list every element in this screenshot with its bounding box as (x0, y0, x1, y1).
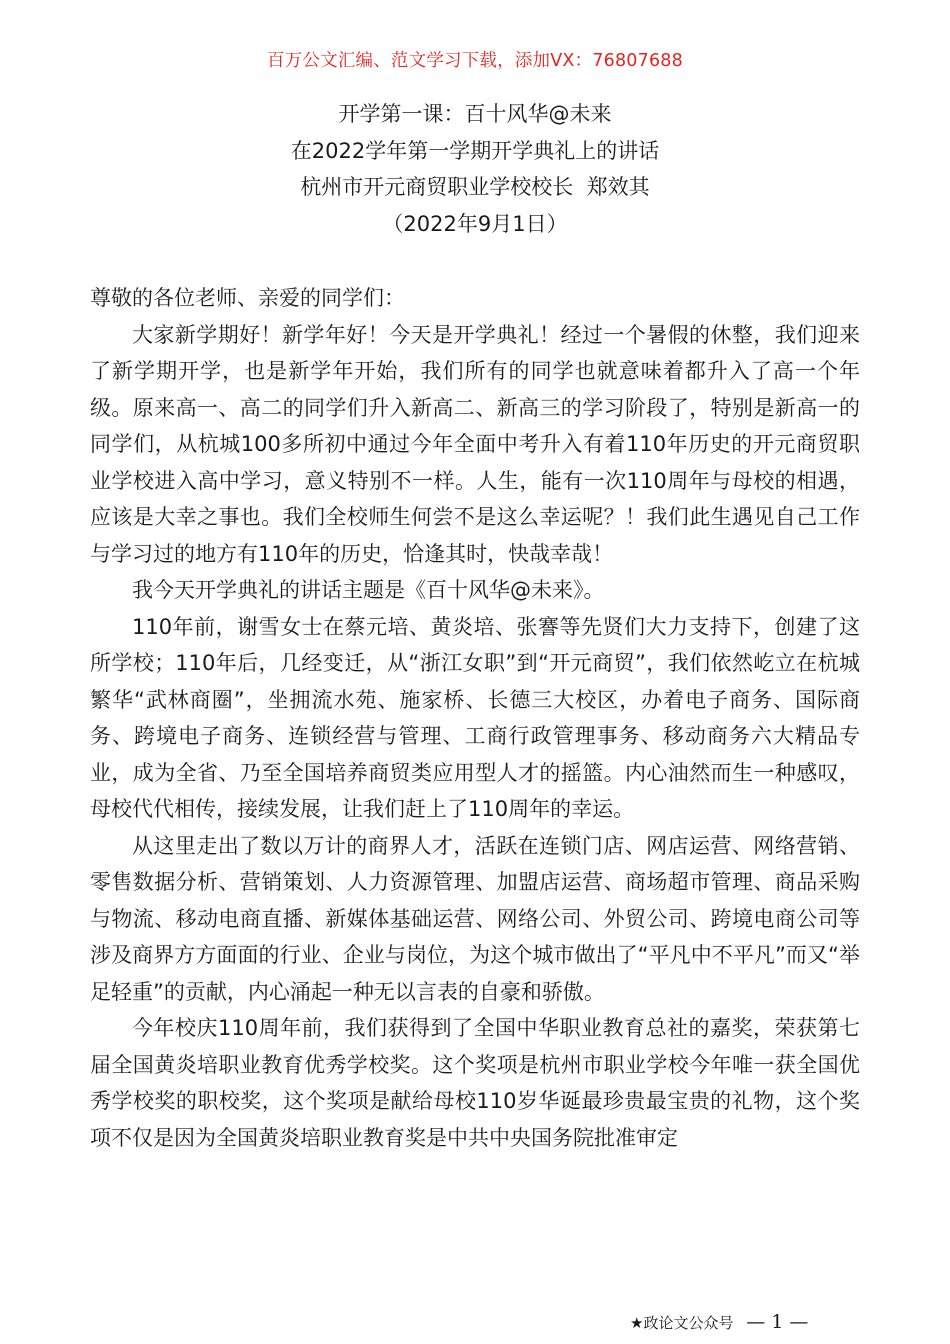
footer-source: ★政论文公众号 (630, 1314, 734, 1332)
watermark-banner: 百万公文汇编、范文学习下载，添加VX：76807688 (267, 51, 683, 71)
salutation: 尊敬的各位老师、亲爱的同学们： (90, 286, 405, 310)
document-date: （2022年9月1日） (382, 211, 568, 236)
document-author: 杭州市开元商贸职业学校校长 郑效其 (300, 175, 650, 199)
paragraph: 今年校庆110周年前，我们获得到了全国中华职业教育总社的嘉奖，荣获第七届全国黄炎培职业教育优秀学校奖。这个奖项是杭州市职业学校今年唯一获全国优秀学校奖的职校奖，这个奖项是献给母校110岁华诞最珍贵最宝贵的礼物，这个奖项不仅是因为全国黄炎培职业教育奖是中共中央国务院批准审定 (90, 1016, 860, 1150)
page-number: — 1 — (746, 1311, 809, 1333)
paragraph: 大家新学期好！新学年好！今天是开学典礼！经过一个暑假的休整，我们迎来了新学期开学，也是新学年开始，我们所有的同学也就意味着都升入了高一个年级。原来高一、高二的同学们升入新高二、新高三的学习阶段了，特别是新高一的同学们，从杭城100多所初中通过今年全面中考升入有着110年历史的开元商贸职业学校进入高中学习，意义特别不一样。人生，能有一次110周年与母校的相遇，应该是大幸之事也。我们全校师生何尝不是这么幸运呢？！我们此生遇见自己工作与学习过的地方有110年的历史，恰逢其时，快哉幸哉！ (90, 322, 860, 566)
document-subtitle: 在2022学年第一学期开学典礼上的讲话 (290, 138, 660, 163)
document-title: 开学第一课：百十风华@未来 (338, 102, 612, 126)
paragraph: 110年前，谢雪女士在蔡元培、黄炎培、张謇等先贤们大力支持下，创建了这所学校；110年后，几经变迁，从“浙江女职”到“开元商贸”，我们依然屹立在杭城繁华“武林商圈”，坐拥流水苑、施家桥、长德三大校区，办着电子商务、国际商务、跨境电子商务、连锁经营与管理、工商行政管理事务、移动商务六大精品专业，成为全省、乃至全国培养商贸类应用型人才的摇篮。内心油然而生一种感叹，母校代代相传，接续发展，让我们赶上了110周年的幸运。 (90, 614, 860, 821)
paragraph: 从这里走出了数以万计的商界人才，活跃在连锁门店、网店运营、网络营销、零售数据分析、营销策划、人力资源管理、加盟店运营、商场超市管理、商品采购与物流、移动电商直播、新媒体基础运营、网络公司、外贸公司、跨境电商公司等涉及商界方方面面的行业、企业与岗位，为这个城市做出了“平凡中不平凡”而又“举足轻重”的贡献，内心涌起一种无以言表的自豪和骄傲。 (90, 833, 860, 1004)
page-footer (630, 1311, 808, 1333)
document-header (0, 96, 950, 242)
paragraph: 我今天开学典礼的讲话主题是《百十风华@未来》。 (132, 578, 605, 602)
document-body (90, 280, 860, 1156)
